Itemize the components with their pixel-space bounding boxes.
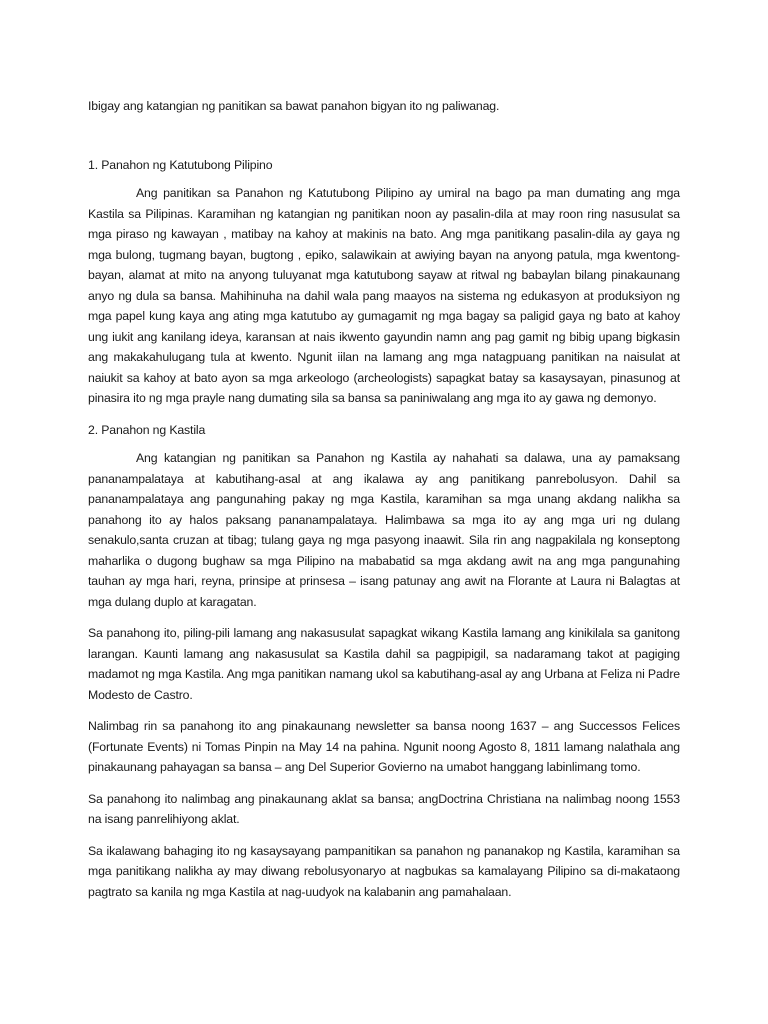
section-paragraph: Nalimbag rin sa panahong ito ang pinakaunang newsletter sa bansa noong 1637 – ang Successos Felices (Fortunate Events) ni Tomas Pinpin na May 14 na pahina. Ngunit noong Agosto 8, 1811 lamang nalathala ang pinakaunang pahayagan sa bansa – ang Del Superior Govierno na umabot hanggang labinlimang tomo. <box>88 719 680 774</box>
section-paragraph: Ang panitikan sa Panahon ng Katutubong Pilipino ay umiral na bago pa man dumating ang mga Kastila sa Pilipinas. Karamihan ng katangian ng panitikan noon ay pasalin-dila at may roon ring nasusulat sa mga piraso ng kawayan , matibay na kahoy at makinis na bato. Ang mga panitikang pasalin-dila ay gaya ng mga bulong, tugmang bayan, bugtong , epiko, salawikain at awiying bayan na anyong patula, mga kwentong-bayan, alamat at mito na anyong tuluyanat mga katutubong sayaw at ritwal ng babaylan bilang pinakaunang anyo ng dula sa bansa. Mahihinuha na dahil wala pang maayos na sistema ng edukasyon at produksiyon ng mga papel kung kaya ang ating mga katutubo ay gumagamit ng mga bagay sa paligid gaya ng bato at kahoy ung iukit ang kanilang ideya, karansan at nais ikwento gayundin namn ang pag gamit ng bibig upang bigkasin ang makakahulugang tula at kwento. Ngunit iilan na lamang ang mga natagpuang panitikan na naisulat at naiukit sa kahoy at bato ayon sa mga arkeologo (archeologists) sapagkat batay sa kasaysayan, pinasunog at pinasira ito ng mga prayle nang dumating sila sa bansa sa paniniwalang ang mga ito ay gawa ng demonyo. <box>88 186 680 405</box>
section-heading: 1. Panahon ng Katutubong Pilipino <box>88 157 273 172</box>
section-katutubong-pilipino <box>88 155 680 409</box>
section-kastila <box>88 420 680 903</box>
section-heading: 2. Panahon ng Kastila <box>88 422 206 437</box>
section-paragraph: Sa panahong ito nalimbag ang pinakaunang aklat sa bansa; angDoctrina Christiana na nalimbag noong 1553 na isang panrelihiyong aklat. <box>88 791 680 826</box>
document-prompt: Ibigay ang katangian ng panitikan sa bawat panahon bigyan ito ng paliwanag. <box>88 99 500 113</box>
document-page <box>88 96 680 913</box>
section-paragraph: Sa ikalawang bahaging ito ng kasaysayang pampanitikan sa panahon ng pananakop ng Kastila, karamihan sa mga panitikang nalikha ay may diwang rebolusyonaryo at nagbukas sa kamalayang Pilipino sa di-makataong pagtrato sa kanila ng mga Kastila at nag-uudyok na kalabanin ang pamahalaan. <box>88 843 680 899</box>
section-paragraph: Sa panahong ito, piling-pili lamang ang nakasusulat sapagkat wikang Kastila lamang ang kinikilala sa ganitong larangan. Kaunti lamang ang nakasusulat sa Kastila dahil sa pagpipigil, sa nadaramang takot at pagiging madamot ng mga Kastila. Ang mga panitikan namang ukol sa kabutihang-asal ay ang Urbana at Feliza ni Padre Modesto de Castro. <box>88 626 680 702</box>
section-paragraph: Ang katangian ng panitikan sa Panahon ng Kastila ay nahahati sa dalawa, una ay pamaksang pananampalataya at kabutihang-asal at ang ikalawa ay ang panitikang panrebolusyon. Dahil sa pananampalataya ang pangunahing pakay ng mga Kastila, karamihan sa mga unang akdang nalikha sa panahong ito ay halos paksang pananampalataya. Halimbawa sa mga ito ay ang mga uri ng dulang senakulo,santa cruzan at tibag; tulang gaya ng mga pasyong inaawit. Sila rin ang nagpakilala ng konseptong maharlika o dugong bughaw sa mga Pilipino na mababatid sa mga akdang awit na ang mga pangunahing tauhan ay mga hari, reyna, prinsipe at prinsesa – isang patunay ang awit na Florante at Laura ni Balagtas at mga dulang duplo at karagatan. <box>88 451 680 609</box>
